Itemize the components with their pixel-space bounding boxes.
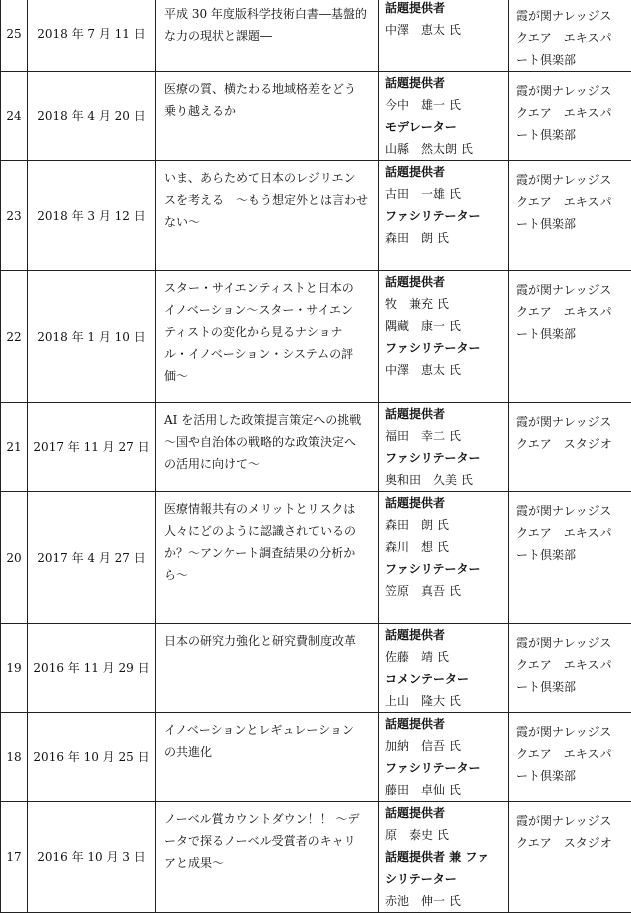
event-title-line: 平成 30 年度版科学技術白書―基盤的 xyxy=(164,3,374,25)
event-venue-line: 霞が関ナレッジス xyxy=(516,411,628,433)
event-venue-line: 霞が関ナレッジス xyxy=(516,279,628,301)
speaker-name: 原 泰史 氏 xyxy=(385,824,505,846)
event-number: 18 xyxy=(1,713,28,802)
table-row xyxy=(1,403,631,492)
event-venue-line: クエア エキスパ xyxy=(516,191,628,213)
event-title-line: ティストの変化から見るナショナ xyxy=(164,321,374,343)
event-title xyxy=(156,802,379,913)
event-speakers xyxy=(379,161,509,271)
event-venue-line: クエア スタジオ xyxy=(516,433,628,455)
event-venue-line: 霞が関ナレッジス xyxy=(516,169,628,191)
event-title-line: アと成果～ xyxy=(164,852,374,874)
event-title-line: ル・イノベーション・システムの評 xyxy=(164,343,374,365)
event-title-line: スを考える ～もう想定外とは言わせ xyxy=(164,189,374,211)
event-title-line: ノーベル賞カウントダウン！！ ～デ xyxy=(164,808,374,830)
event-title-line: の活用に向けて～ xyxy=(164,453,374,475)
speaker-name: 中澤 恵太 氏 xyxy=(385,359,505,381)
speaker-role-label: 話題提供者 xyxy=(385,713,505,735)
speaker-role-label: 話題提供者 xyxy=(385,72,505,94)
event-speakers xyxy=(379,624,509,713)
event-title xyxy=(156,271,379,403)
speaker-name: 上山 隆大 氏 xyxy=(385,690,505,712)
table-row xyxy=(1,802,631,913)
event-venue-line: ート倶楽部 xyxy=(516,544,628,566)
event-venue xyxy=(509,492,631,624)
event-title-line: 医療情報共有のメリットとリスクは xyxy=(164,498,374,520)
event-number: 20 xyxy=(1,492,28,624)
speaker-role-label: 話題提供者 xyxy=(385,271,505,293)
event-title xyxy=(156,72,379,161)
speaker-role-label: ファシリテーター xyxy=(385,205,505,227)
event-venue-line: ート倶楽部 xyxy=(516,676,628,698)
speaker-role-label: 話題提供者 xyxy=(385,403,505,425)
event-title xyxy=(156,492,379,624)
event-date: 2018 年 1 月 10 日 xyxy=(28,271,156,403)
event-title-line: いま、あらためて日本のレジリエン xyxy=(164,167,374,189)
speaker-name: 藤田 卓仙 氏 xyxy=(385,779,505,801)
event-title-line: 乗り越えるか xyxy=(164,100,374,122)
events-table-body xyxy=(1,0,631,913)
speaker-name: 加納 信吾 氏 xyxy=(385,735,505,757)
speaker-name: 古田 一雄 氏 xyxy=(385,183,505,205)
event-venue-line: 霞が関ナレッジス xyxy=(516,5,628,27)
event-speakers xyxy=(379,271,509,403)
event-speakers xyxy=(379,403,509,492)
event-venue-line: ート倶楽部 xyxy=(516,213,628,235)
event-number: 24 xyxy=(1,72,28,161)
event-title xyxy=(156,624,379,713)
event-number: 22 xyxy=(1,271,28,403)
event-venue-line: クエア エキスパ xyxy=(516,522,628,544)
speaker-role-label: ファシリテーター xyxy=(385,447,505,469)
speaker-name: 牧 兼充 氏 xyxy=(385,293,505,315)
event-title-line: の共進化 xyxy=(164,741,374,763)
event-venue-line: クエア エキスパ xyxy=(516,27,628,49)
speaker-name: 福田 幸二 氏 xyxy=(385,425,505,447)
speaker-role-label: ファシリテーター xyxy=(385,558,505,580)
event-title-line: 日本の研究力強化と研究費制度改革 xyxy=(164,630,374,652)
event-title-line: イノベーションとレギュレーション xyxy=(164,719,374,741)
event-venue-line: ート倶楽部 xyxy=(516,765,628,787)
speaker-name: 山縣 然太朗 氏 xyxy=(385,138,505,160)
event-venue xyxy=(509,271,631,403)
event-title-line: か？～アンケート調査結果の分析か xyxy=(164,542,374,564)
event-number: 17 xyxy=(1,802,28,913)
event-date: 2018 年 4 月 20 日 xyxy=(28,72,156,161)
event-date: 2016 年 10 月 25 日 xyxy=(28,713,156,802)
event-title-line: な力の現状と課題― xyxy=(164,25,374,47)
event-number: 21 xyxy=(1,403,28,492)
event-venue-line: クエア エキスパ xyxy=(516,743,628,765)
event-venue xyxy=(509,161,631,271)
event-date: 2017 年 4 月 27 日 xyxy=(28,492,156,624)
event-number: 25 xyxy=(1,0,28,72)
speaker-role-label: 話題提供者 xyxy=(385,161,505,183)
event-title-line: スター・サイエンティストと日本の xyxy=(164,277,374,299)
event-venue xyxy=(509,72,631,161)
speaker-role-label: コメンテーター xyxy=(385,668,505,690)
speaker-name: 森田 朗 氏 xyxy=(385,227,505,249)
speaker-name: 森田 朗 氏 xyxy=(385,514,505,536)
speaker-name: 奥和田 久美 氏 xyxy=(385,469,505,491)
speaker-name: 中澤 恵太 氏 xyxy=(385,19,505,41)
speaker-name: 森川 想 氏 xyxy=(385,536,505,558)
event-title-line: 人々にどのように認識されているの xyxy=(164,520,374,542)
table-row xyxy=(1,271,631,403)
speaker-name: 赤池 伸一 氏 xyxy=(385,890,505,912)
speaker-role-label: シリテーター xyxy=(385,868,505,890)
table-row xyxy=(1,492,631,624)
event-number: 19 xyxy=(1,624,28,713)
table-row xyxy=(1,0,631,72)
speaker-role-label: ファシリテーター xyxy=(385,757,505,779)
event-speakers xyxy=(379,802,509,913)
event-title-line: ータで探るノーベル受賞者のキャリ xyxy=(164,830,374,852)
event-title-line: ない～ xyxy=(164,211,374,233)
speaker-role-label: 話題提供者 xyxy=(385,492,505,514)
event-venue xyxy=(509,0,631,72)
event-title xyxy=(156,0,379,72)
speaker-name: 今中 雄一 氏 xyxy=(385,94,505,116)
event-venue xyxy=(509,624,631,713)
event-date: 2017 年 11 月 27 日 xyxy=(28,403,156,492)
event-title-line: ら～ xyxy=(164,564,374,586)
event-venue-line: クエア エキスパ xyxy=(516,102,628,124)
table-row xyxy=(1,161,631,271)
event-title-line: イノベーション～スター・サイエン xyxy=(164,299,374,321)
event-venue-line: 霞が関ナレッジス xyxy=(516,80,628,102)
event-venue-line: クエア エキスパ xyxy=(516,301,628,323)
event-venue-line: ート倶楽部 xyxy=(516,323,628,345)
event-speakers xyxy=(379,492,509,624)
speaker-role-label: 話題提供者 兼 ファ xyxy=(385,846,505,868)
event-speakers xyxy=(379,72,509,161)
speaker-name: 佐藤 靖 氏 xyxy=(385,646,505,668)
event-venue xyxy=(509,713,631,802)
event-number: 23 xyxy=(1,161,28,271)
event-venue-line: クエア エキスパ xyxy=(516,654,628,676)
event-date: 2018 年 7 月 11 日 xyxy=(28,0,156,72)
event-title-line: 医療の質、横たわる地域格差をどう xyxy=(164,78,374,100)
event-title xyxy=(156,713,379,802)
event-title xyxy=(156,403,379,492)
event-venue-line: ート倶楽部 xyxy=(516,49,628,71)
speaker-name: 隅藏 康一 氏 xyxy=(385,315,505,337)
event-venue-line: 霞が関ナレッジス xyxy=(516,810,628,832)
speaker-name: 笠原 真吾 氏 xyxy=(385,580,505,602)
table-row xyxy=(1,624,631,713)
event-speakers xyxy=(379,713,509,802)
event-title-line: AI を活用した政策提言策定への挑戦 xyxy=(164,409,374,431)
event-date: 2016 年 11 月 29 日 xyxy=(28,624,156,713)
event-venue-line: 霞が関ナレッジス xyxy=(516,500,628,522)
table-row xyxy=(1,713,631,802)
event-venue xyxy=(509,802,631,913)
event-venue-line: ート倶楽部 xyxy=(516,124,628,146)
table-row xyxy=(1,72,631,161)
event-date: 2016 年 10 月 3 日 xyxy=(28,802,156,913)
event-date: 2018 年 3 月 12 日 xyxy=(28,161,156,271)
speaker-role-label: 話題提供者 xyxy=(385,802,505,824)
speaker-role-label: ファシリテーター xyxy=(385,337,505,359)
event-title-line: ～国や自治体の戦略的な政策決定へ xyxy=(164,431,374,453)
event-venue-line: 霞が関ナレッジス xyxy=(516,721,628,743)
speaker-role-label: 話題提供者 xyxy=(385,0,505,19)
event-venue-line: 霞が関ナレッジス xyxy=(516,632,628,654)
speaker-role-label: 話題提供者 xyxy=(385,624,505,646)
event-title-line: 価～ xyxy=(164,365,374,387)
event-speakers xyxy=(379,0,509,72)
speaker-role-label: モデレーター xyxy=(385,116,505,138)
event-venue xyxy=(509,403,631,492)
event-venue-line: クエア スタジオ xyxy=(516,832,628,854)
event-title xyxy=(156,161,379,271)
